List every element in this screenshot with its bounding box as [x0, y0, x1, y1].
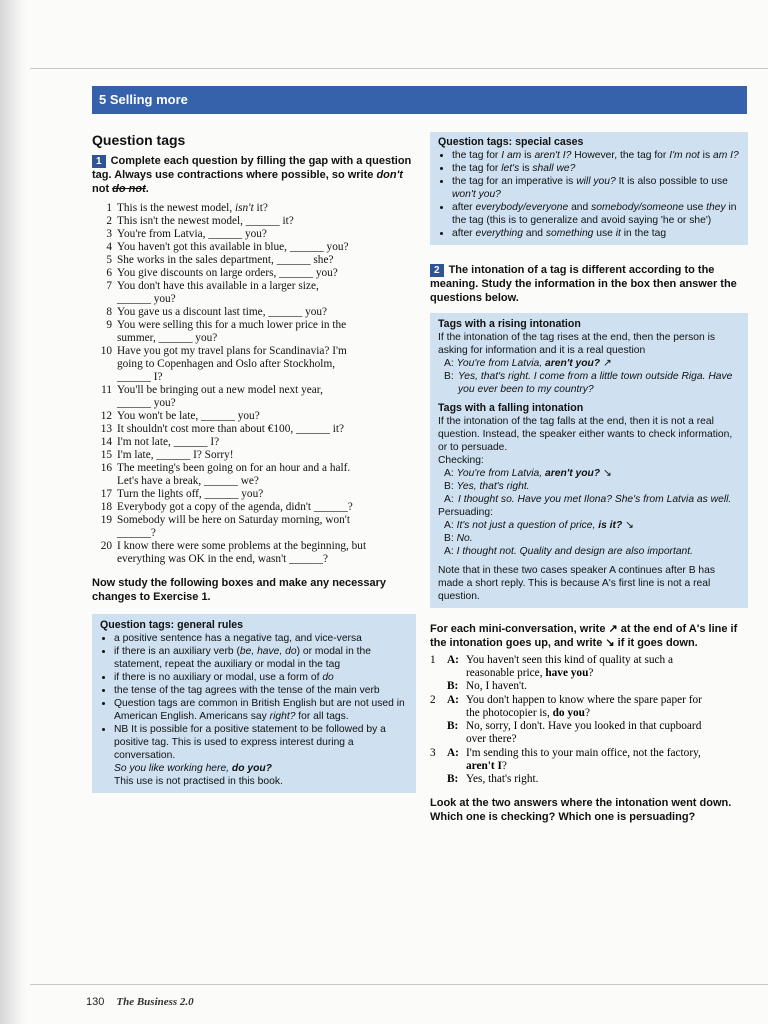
exercise-item: 14 I'm not late, ______ I? [100, 436, 220, 448]
dialogue-line: A: I thought so. Have you met Ilona? She's from Latvia as well. [444, 494, 732, 505]
rising-arrow-icon: ↗ [602, 358, 612, 369]
exercise-item: 10 Have you got my travel plans for Scandinavia? I'm going to Copenhagen and Oslo after Stockholm, ______ I? [100, 345, 347, 383]
checking-label: Checking: [438, 455, 484, 466]
general-rules-box [92, 614, 416, 793]
box-note: Note that in these two cases speaker A continues after B has made a short reply. This is because A's first line is not a real question. [438, 565, 716, 602]
list-item: • the tag for I am is aren't I? However, the tag for I'm not is am I? [452, 149, 740, 162]
dialogue-line: A: I thought not. Quality and design are also important. [444, 546, 694, 557]
rising-text: If the intonation of the tag rises at the end, then the person is asking for information and it is a real question [438, 332, 716, 356]
mini-conversations [430, 654, 748, 786]
exercise-item: 18 Everybody got a copy of the agenda, didn't ______? [100, 501, 353, 513]
list-item: • the tag for let's is shall we? [452, 162, 740, 175]
dialogue-line: B: Yes, that's right. [444, 481, 530, 492]
exercise-item: 19 Somebody will be here on Saturday morning, won't ______? [100, 514, 350, 539]
exercise-item: 4 You haven't got this available in blue, ______ you? [106, 241, 349, 253]
rising-arrow-icon: ↗ [608, 623, 618, 635]
page-number: 130 [86, 996, 105, 1008]
exercise-item: 8 You gave us a discount last time, ______ you? [106, 306, 328, 318]
special-cases-list [438, 149, 740, 240]
exercise-number: 1 [92, 155, 106, 168]
dialogue-line: B: No. [444, 533, 473, 544]
exercise-item: 7 You don't have this available in a larger size, ______ you? [106, 280, 319, 305]
exercise-item: 15 I'm late, ______ I? Sorry! [100, 449, 234, 461]
list-item: • Question tags are common in British English but are not used in American English. Americans say right? for all tags. [114, 697, 408, 723]
list-item: • if there is no auxiliary or modal, use a form of do [114, 671, 408, 684]
rules-list [100, 632, 408, 762]
list-item: • NB It is possible for a positive statement to be followed by a positive tag. This is used to express interest during a conversation. [114, 723, 408, 762]
falling-arrow-icon: ↘ [605, 637, 615, 649]
binding-shadow [0, 0, 26, 1024]
list-item: • if there is an auxiliary verb (be, have, do) or modal in the statement, repeat the auxiliary or modal in the tag [114, 645, 408, 671]
exercise-1-instruction: 1 Complete each question by filling the gap with a question tag. Always use contractions where possible, so write don't not do not. [92, 155, 412, 195]
section-heading: Question tags [92, 132, 186, 148]
example-sentence: So you like working here, do you? [114, 763, 272, 774]
study-instruction: Now study the following boxes and make any necessary changes to Exercise 1. [92, 577, 387, 603]
list-item: • the tag for an imperative is will you? It is also possible to use won't you? [452, 175, 740, 201]
exercise-item: 12 You won't be late, ______ you? [100, 410, 260, 422]
exercise-item: 20 I know there were some problems at the beginning, but everything was OK in the end, wasn't ______? [100, 540, 367, 565]
falling-arrow-icon: ↘ [625, 520, 634, 531]
exercise-item: 5 She works in the sales department, ______ she? [106, 254, 334, 266]
special-cases-box [430, 132, 748, 245]
exercise-item: 13 It shouldn't cost more than about €100, ______ it? [100, 423, 345, 435]
dialogue-line: A: You're from Latvia, aren't you? ↗ [444, 358, 612, 369]
falling-arrow-icon: ↘ [602, 468, 612, 479]
book-brand: The Business 2.0 [116, 996, 194, 1008]
exercise-item: 3 You're from Latvia, ______ you? [106, 228, 267, 240]
conversation-item: 2 A: You don't happen to know where the spare paper for the photocopier is, do you? B: No, sorry, I don't. Have you looked in that cupboard over there? [430, 694, 702, 745]
persuading-label: Persuading: [438, 507, 493, 518]
exercise-item: 1 This is the newest model, isn't it? [106, 202, 268, 214]
exercise-item: 6 You give discounts on large orders, ______ you? [106, 267, 338, 279]
exercise-item: 16 The meeting's been going on for an hour and a half. Let's have a break, ______ we? [100, 462, 351, 487]
left-column [92, 132, 416, 793]
top-rule [30, 68, 768, 69]
bottom-rule [30, 984, 768, 985]
box-note: This use is not practised in this book. [114, 776, 283, 787]
mini-conversation-instruction: For each mini-conversation, write ↗ at the end of A's line if the intonation goes up, and write ↘ if it goes down. [430, 623, 738, 649]
unit-banner: 5 Selling more [92, 86, 747, 114]
falling-text: If the intonation of the tag falls at the end, then it is not a real question. Instead, the speaker either wants to check information, or to persuade. [438, 416, 733, 453]
right-column [430, 132, 748, 830]
conversation-item: 3 A: I'm sending this to your main office, not the factory, aren't I? B: Yes, that's right. [430, 747, 701, 785]
exercise-item: 2 This isn't the newest model, ______ it? [106, 215, 294, 227]
rising-title: Tags with a rising intonation [438, 318, 581, 330]
exercise-item: 9 You were selling this for a much lower price in the summer, ______ you? [106, 319, 347, 344]
exercise-number: 2 [430, 264, 444, 277]
list-item: • a positive sentence has a negative tag, and vice-versa [114, 632, 408, 645]
exercise-2-instruction: 2 The intonation of a tag is different according to the meaning. Study the information in the box then answer the questions below. [430, 264, 737, 304]
exercise-1-list [100, 202, 416, 566]
conversation-item: 1 A: You haven't seen this kind of quality at such a reasonable price, have you? B: No, I haven't. [430, 654, 674, 692]
dialogue-line: A: You're from Latvia, aren't you? ↘ [444, 468, 612, 479]
closing-question: Look at the two answers where the intonation went down. Which one is checking? Which one is persuading? [430, 797, 732, 823]
list-item: • after everybody/everyone and somebody/someone use they in the tag (this is to generalize and avoid saying 'he or she') [452, 201, 740, 227]
falling-title: Tags with a falling intonation [438, 402, 584, 414]
box-title: Question tags: general rules [100, 619, 244, 631]
exercise-item: 17 Turn the lights off, ______ you? [100, 488, 264, 500]
exercise-item: 11 You'll be bringing out a new model next year, ______ you? [101, 384, 323, 409]
intonation-box [430, 313, 748, 608]
dialogue-line: B: Yes, that's right. I come from a little town outside Riga. Have you ever been to my country? [444, 371, 733, 395]
box-title: Question tags: special cases [438, 136, 584, 148]
dialogue-line: A: It's not just a question of price, is it? ↘ [444, 520, 634, 531]
page-footer [86, 996, 194, 1008]
list-item: • after everything and something use it in the tag [452, 227, 740, 240]
list-item: • the tense of the tag agrees with the tense of the main verb [114, 684, 408, 697]
